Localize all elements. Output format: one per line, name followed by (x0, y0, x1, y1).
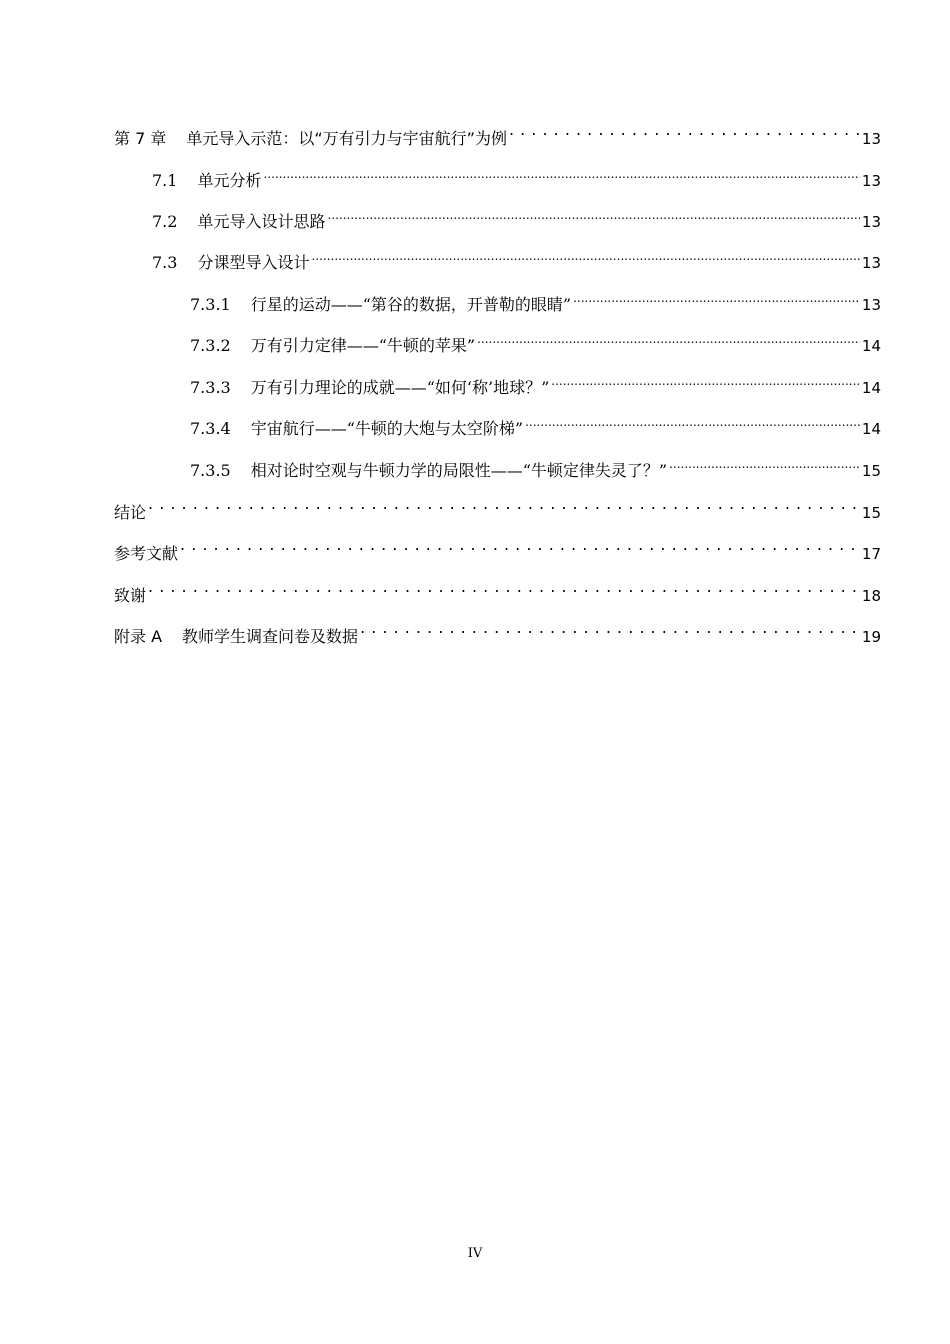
toc-entry-7-3-4[interactable] (190, 406, 881, 438)
dot-leader (551, 365, 860, 393)
toc-entry-page: 13 (861, 213, 881, 231)
toc-entry-title: 分课型导入设计 (197, 253, 310, 272)
toc-entry-page: 13 (861, 130, 881, 148)
dot-leader (477, 323, 860, 351)
toc-entry-page: 17 (861, 545, 881, 563)
toc-entry-7-2[interactable] (152, 199, 881, 231)
toc-entry-page: 14 (861, 337, 881, 355)
toc-entry-page: 14 (861, 420, 881, 438)
dot-leader (509, 116, 860, 144)
dot-leader (327, 199, 859, 227)
toc-entry-number: 7.3 (152, 253, 178, 272)
toc-entry-title: 行星的运动——“第谷的数据，开普勒的眼睛” (250, 295, 572, 314)
toc-entry-title: 万有引力定律——“牛顿的苹果” (250, 336, 476, 355)
toc-entry-number: 7.1 (152, 171, 178, 190)
toc-entry-number: 7.3.1 (190, 295, 231, 314)
toc-entry-acknowledgements[interactable] (114, 573, 881, 605)
toc-entry-7-3[interactable] (152, 240, 881, 272)
page-number-footer: IV (467, 1246, 483, 1261)
toc-entry-title: 相对论时空观与牛顿力学的局限性——“牛顿定律失灵了？” (250, 461, 668, 480)
toc-entry-7-3-2[interactable] (190, 323, 881, 355)
toc-entry-number: 7.3.2 (190, 336, 231, 355)
toc-entry-title: 致谢 (114, 586, 147, 605)
dot-leader (573, 282, 860, 310)
toc-entry-title: 参考文献 (114, 544, 179, 563)
toc-entry-title: 单元导入设计思路 (197, 212, 326, 231)
toc-entry-7-1[interactable] (152, 158, 881, 190)
dot-leader (525, 406, 860, 434)
toc-entry-appendix-a[interactable] (114, 614, 881, 646)
toc-entry-number: 7.3.4 (190, 419, 231, 438)
toc-entry-conclusion[interactable] (114, 490, 881, 522)
dot-leader (311, 240, 859, 268)
toc-entry-number: 7.3.3 (190, 378, 231, 397)
toc-entry-page: 18 (861, 587, 881, 605)
toc-entry-page: 13 (861, 296, 881, 314)
toc-entry-title: 单元导入示范：以“万有引力与宇宙航行”为例 (186, 129, 507, 148)
dot-leader (148, 573, 860, 601)
toc-entry-7-3-5[interactable] (190, 448, 881, 480)
dot-leader (360, 614, 860, 642)
dot-leader (263, 158, 859, 186)
toc-entry-page: 13 (861, 172, 881, 190)
toc-entry-page: 13 (861, 254, 881, 272)
toc-entry-7-3-3[interactable] (190, 365, 881, 397)
toc-entry-page: 14 (861, 379, 881, 397)
toc-entry-title: 万有引力理论的成就——“如何‘称’地球？” (250, 378, 550, 397)
dot-leader (669, 448, 860, 476)
dot-leader (180, 531, 860, 559)
toc-entry-title: 教师学生调查问卷及数据 (182, 627, 359, 646)
toc-entry-number: 7.2 (152, 212, 178, 231)
toc-entry-page: 15 (861, 462, 881, 480)
toc-entry-chapter-7[interactable] (114, 116, 881, 148)
toc-entry-number: 7.3.5 (190, 461, 231, 480)
toc-entry-7-3-1[interactable] (190, 282, 881, 314)
toc-entry-title: 结论 (114, 503, 147, 522)
toc-entry-title: 单元分析 (197, 171, 262, 190)
toc-entry-title: 宇宙航行——“牛顿的大炮与太空阶梯” (250, 419, 524, 438)
dot-leader (148, 490, 860, 518)
toc-entry-page: 15 (861, 504, 881, 522)
toc-entry-page: 19 (861, 628, 881, 646)
toc-entry-number: 附录 A (114, 627, 163, 646)
toc-entry-references[interactable] (114, 531, 881, 563)
toc-entry-number: 第 7 章 (114, 129, 167, 148)
